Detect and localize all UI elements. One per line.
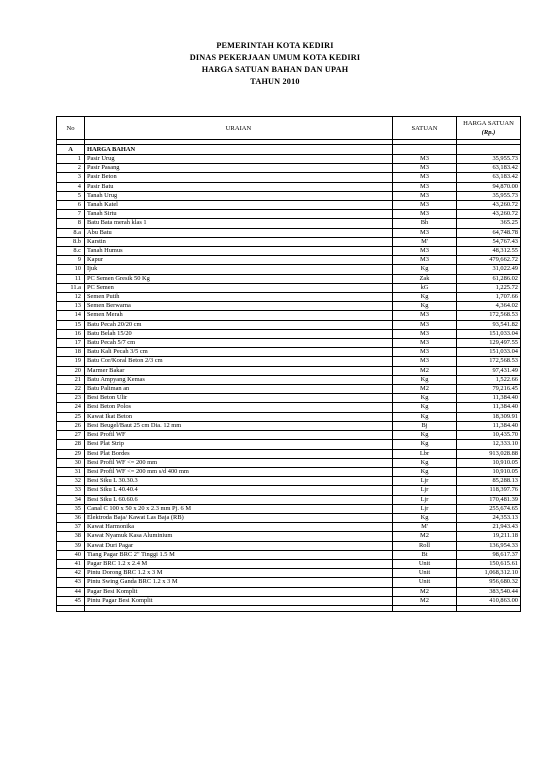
- table-row: [57, 182, 521, 191]
- row-uraian: PC Semen: [85, 283, 393, 292]
- row-uraian: Besi Beton Ulir: [85, 394, 393, 403]
- table-row: [57, 155, 521, 164]
- row-no: 35: [57, 504, 85, 513]
- table-row: [57, 164, 521, 173]
- row-satuan: Kg: [393, 302, 457, 311]
- table-row: [57, 532, 521, 541]
- row-no: 5: [57, 191, 85, 200]
- row-no: 45: [57, 596, 85, 605]
- table-row: [57, 440, 521, 449]
- row-uraian: Besi Beugel/Baut 25 cm Dia. 12 mm: [85, 421, 393, 430]
- row-harga: 21,943.43: [457, 523, 521, 532]
- row-harga: 43,260.72: [457, 201, 521, 210]
- row-uraian: Abu Batu: [85, 228, 393, 237]
- row-no: 31: [57, 467, 85, 476]
- row-satuan: Lbr: [393, 449, 457, 458]
- row-no: 9: [57, 256, 85, 265]
- row-satuan: M': [393, 237, 457, 246]
- row-no: 41: [57, 559, 85, 568]
- row-satuan: Kg: [393, 265, 457, 274]
- row-no: 11: [57, 274, 85, 283]
- table-row: [57, 219, 521, 228]
- row-harga: 24,353.13: [457, 513, 521, 522]
- row-harga: 48,312.55: [457, 247, 521, 256]
- row-satuan: Kg: [393, 412, 457, 421]
- row-no: 29: [57, 449, 85, 458]
- table-row: [57, 375, 521, 384]
- row-no: 23: [57, 394, 85, 403]
- row-satuan: M3: [393, 155, 457, 164]
- table-row: [57, 191, 521, 200]
- row-no: 36: [57, 513, 85, 522]
- row-uraian: Kawat Ikat Beton: [85, 412, 393, 421]
- row-harga: 10,910.05: [457, 458, 521, 467]
- row-uraian: Pagar BRC 1.2 x 2.4 M: [85, 559, 393, 568]
- row-uraian: Semen Merah: [85, 311, 393, 320]
- row-uraian: Pasir Batu: [85, 182, 393, 191]
- row-satuan: M3: [393, 201, 457, 210]
- row-harga: 956,680.32: [457, 578, 521, 587]
- row-no: 42: [57, 569, 85, 578]
- row-uraian: Batu Ampyang Kemas: [85, 375, 393, 384]
- row-no: 3: [57, 173, 85, 182]
- row-no: 20: [57, 366, 85, 375]
- row-harga: 151,033.04: [457, 329, 521, 338]
- row-harga: 10,910.05: [457, 467, 521, 476]
- table-row: [57, 569, 521, 578]
- header-line-4: TAHUN 2010: [250, 77, 300, 86]
- row-harga: 11,384.40: [457, 403, 521, 412]
- row-uraian: Batu Belah 15/20: [85, 329, 393, 338]
- row-harga: 79,216.45: [457, 385, 521, 394]
- table-header-row: [57, 117, 521, 140]
- row-satuan: M2: [393, 587, 457, 596]
- row-no: 13: [57, 302, 85, 311]
- table-row: [57, 302, 521, 311]
- row-satuan: Bh: [393, 219, 457, 228]
- row-satuan: Bj: [393, 421, 457, 430]
- table-row: [57, 495, 521, 504]
- table-row: [57, 348, 521, 357]
- table-row: [57, 339, 521, 348]
- row-uraian: Pagar Besi Komplit: [85, 587, 393, 596]
- row-no: 11.a: [57, 283, 85, 292]
- table-row: [57, 256, 521, 265]
- row-uraian: Besi Profil WF <= 200 mm s/d 400 mm: [85, 467, 393, 476]
- table-row: [57, 431, 521, 440]
- row-no: 17: [57, 339, 85, 348]
- row-uraian: Tanah Katel: [85, 201, 393, 210]
- row-uraian: Batu Paliman an: [85, 385, 393, 394]
- row-satuan: M3: [393, 164, 457, 173]
- row-satuan: Kg: [393, 394, 457, 403]
- col-header-uraian: URAIAN: [85, 117, 393, 140]
- row-satuan: M3: [393, 311, 457, 320]
- row-satuan: Kg: [393, 431, 457, 440]
- row-no: 6: [57, 201, 85, 210]
- table-row: [57, 587, 521, 596]
- row-harga: 43,260.72: [457, 210, 521, 219]
- table-row: [57, 596, 521, 605]
- row-satuan: Kg: [393, 403, 457, 412]
- row-no: 22: [57, 385, 85, 394]
- row-uraian: Besi Plat Strip: [85, 440, 393, 449]
- table-row: [57, 513, 521, 522]
- table-row: [57, 578, 521, 587]
- row-harga: 35,955.73: [457, 191, 521, 200]
- row-harga: 118,397.76: [457, 486, 521, 495]
- header-line-1: PEMERINTAH KOTA KEDIRI: [216, 41, 334, 50]
- row-harga: 172,568.53: [457, 357, 521, 366]
- row-harga: 479,662.72: [457, 256, 521, 265]
- table-row: [57, 421, 521, 430]
- row-uraian: Ijuk: [85, 265, 393, 274]
- row-uraian: Besi Profil WF <= 200 mm: [85, 458, 393, 467]
- row-uraian: Pintu Dorong BRC 1.2 x 3 M: [85, 569, 393, 578]
- col-header-harga-label: HARGA SATUAN: [463, 120, 514, 127]
- row-satuan: M3: [393, 247, 457, 256]
- row-satuan: Unit: [393, 569, 457, 578]
- table-bottom-row: [57, 605, 521, 611]
- row-uraian: Batu Kali Pecah 3/5 cm: [85, 348, 393, 357]
- row-satuan: M2: [393, 385, 457, 394]
- header-line-3: HARGA SATUAN BAHAN DAN UPAH: [201, 65, 349, 74]
- row-no: 7: [57, 210, 85, 219]
- section-row: [57, 145, 521, 155]
- row-harga: 913,028.88: [457, 449, 521, 458]
- price-table: [56, 116, 521, 612]
- table-row: [57, 320, 521, 329]
- section-code: A: [57, 145, 85, 155]
- row-satuan: Zak: [393, 274, 457, 283]
- table-row: [57, 210, 521, 219]
- row-no: 39: [57, 541, 85, 550]
- row-uraian: Marmer Bakar: [85, 366, 393, 375]
- row-uraian: Batu Cor/Koral Beton 2/3 cm: [85, 357, 393, 366]
- row-no: 38: [57, 532, 85, 541]
- row-harga: 54,767.43: [457, 237, 521, 246]
- row-no: 34: [57, 495, 85, 504]
- row-harga: 18,309.91: [457, 412, 521, 421]
- row-satuan: M3: [393, 210, 457, 219]
- row-satuan: Kg: [393, 375, 457, 384]
- table-row: [57, 357, 521, 366]
- row-satuan: M3: [393, 173, 457, 182]
- table-row: [57, 412, 521, 421]
- table-row: [57, 366, 521, 375]
- row-harga: 170,481.39: [457, 495, 521, 504]
- row-no: 27: [57, 431, 85, 440]
- row-no: 33: [57, 486, 85, 495]
- row-harga: 93,541.82: [457, 320, 521, 329]
- table-row: [57, 559, 521, 568]
- row-uraian: Besi Siku L 40.40.4: [85, 486, 393, 495]
- row-harga: 98,617.37: [457, 550, 521, 559]
- col-header-harga: [457, 117, 521, 140]
- row-uraian: Pintu Pagar Besi Komplit: [85, 596, 393, 605]
- table-row: [57, 449, 521, 458]
- row-no: 24: [57, 403, 85, 412]
- row-satuan: Ljr: [393, 504, 457, 513]
- row-harga: 4,364.02: [457, 302, 521, 311]
- row-uraian: Canal C 100 x 50 x 20 x 2.3 mm Pj. 6 M: [85, 504, 393, 513]
- table-row: [57, 385, 521, 394]
- row-harga: 1,225.72: [457, 283, 521, 292]
- row-uraian: Kawat Nyamuk Kasa Aluminium: [85, 532, 393, 541]
- row-no: 1: [57, 155, 85, 164]
- row-harga: 1,068,312.10: [457, 569, 521, 578]
- row-uraian: Besi Beton Polos: [85, 403, 393, 412]
- table-row: [57, 247, 521, 256]
- row-satuan: M2: [393, 532, 457, 541]
- row-no: 32: [57, 477, 85, 486]
- col-header-satuan: SATUAN: [393, 117, 457, 140]
- row-no: 40: [57, 550, 85, 559]
- row-no: 28: [57, 440, 85, 449]
- row-harga: 19,211.18: [457, 532, 521, 541]
- section-title: HARGA BAHAN: [85, 145, 393, 155]
- table-row: [57, 329, 521, 338]
- table-body: [57, 140, 521, 612]
- row-uraian: Kapur: [85, 256, 393, 265]
- row-satuan: M2: [393, 596, 457, 605]
- row-satuan: Kg: [393, 293, 457, 302]
- row-satuan: M3: [393, 182, 457, 191]
- row-no: 8.b: [57, 237, 85, 246]
- row-no: 8: [57, 219, 85, 228]
- table-row: [57, 477, 521, 486]
- table-row: [57, 467, 521, 476]
- table-row: [57, 311, 521, 320]
- row-no: 18: [57, 348, 85, 357]
- row-harga: 11,384.40: [457, 394, 521, 403]
- row-satuan: Kg: [393, 440, 457, 449]
- table-row: [57, 293, 521, 302]
- row-satuan: M3: [393, 357, 457, 366]
- row-harga: 31,022.49: [457, 265, 521, 274]
- document-header: [0, 40, 550, 88]
- row-no: 26: [57, 421, 85, 430]
- row-no: 37: [57, 523, 85, 532]
- row-no: 25: [57, 412, 85, 421]
- row-satuan: M3: [393, 339, 457, 348]
- row-satuan: Roll: [393, 541, 457, 550]
- row-harga: 383,540.44: [457, 587, 521, 596]
- row-harga: 85,288.13: [457, 477, 521, 486]
- table-row: [57, 173, 521, 182]
- row-harga: 129,497.55: [457, 339, 521, 348]
- row-uraian: Batu Pecah 5/7 cm: [85, 339, 393, 348]
- row-no: 16: [57, 329, 85, 338]
- row-uraian: Besi Siku L 60.60.6: [85, 495, 393, 504]
- row-no: 15: [57, 320, 85, 329]
- row-uraian: Pasir Pasang: [85, 164, 393, 173]
- row-no: 14: [57, 311, 85, 320]
- row-harga: 10,435.70: [457, 431, 521, 440]
- row-no: 8.a: [57, 228, 85, 237]
- row-uraian: Pasir Beton: [85, 173, 393, 182]
- row-satuan: Kg: [393, 513, 457, 522]
- row-harga: 12,333.10: [457, 440, 521, 449]
- row-no: 12: [57, 293, 85, 302]
- row-uraian: Besi Plat Bordes: [85, 449, 393, 458]
- row-uraian: Tiang Pagar BRC 2" Tinggi 1.5 M: [85, 550, 393, 559]
- table-row: [57, 550, 521, 559]
- row-harga: 64,748.78: [457, 228, 521, 237]
- row-satuan: M3: [393, 191, 457, 200]
- row-satuan: Kg: [393, 458, 457, 467]
- row-harga: 150,615.61: [457, 559, 521, 568]
- row-uraian: Kawat Duri Pagar: [85, 541, 393, 550]
- table-row: [57, 265, 521, 274]
- row-harga: 136,954.33: [457, 541, 521, 550]
- col-header-harga-unit: (Rp.): [481, 129, 496, 136]
- row-no: 44: [57, 587, 85, 596]
- row-satuan: Unit: [393, 559, 457, 568]
- row-satuan: Kg: [393, 467, 457, 476]
- row-harga: 94,870.00: [457, 182, 521, 191]
- row-uraian: PC Semen Gresik 50 Kg: [85, 274, 393, 283]
- row-no: 43: [57, 578, 85, 587]
- row-uraian: Semen Putih: [85, 293, 393, 302]
- row-uraian: Kawat Harmonika: [85, 523, 393, 532]
- row-uraian: Tanah Humus: [85, 247, 393, 256]
- row-uraian: Besi Siku L 30.30.3: [85, 477, 393, 486]
- row-harga: 151,033.04: [457, 348, 521, 357]
- row-harga: 11,384.40: [457, 421, 521, 430]
- table-row: [57, 283, 521, 292]
- table-row: [57, 201, 521, 210]
- header-line-2: DINAS PEKERJAAN UMUM KOTA KEDIRI: [189, 53, 361, 62]
- row-satuan: M3: [393, 228, 457, 237]
- row-harga: 1,522.66: [457, 375, 521, 384]
- row-uraian: Elektroda Baja/ Kawat Las Baja (RB): [85, 513, 393, 522]
- row-satuan: Ljr: [393, 495, 457, 504]
- table-row: [57, 403, 521, 412]
- table-row: [57, 237, 521, 246]
- row-no: 2: [57, 164, 85, 173]
- row-uraian: Tanah Sirtu: [85, 210, 393, 219]
- row-uraian: Besi Profil WF: [85, 431, 393, 440]
- row-harga: 97,431.49: [457, 366, 521, 375]
- table-row: [57, 458, 521, 467]
- row-uraian: Pasir Urug: [85, 155, 393, 164]
- table-row: [57, 541, 521, 550]
- row-harga: 61,286.02: [457, 274, 521, 283]
- row-no: 8.c: [57, 247, 85, 256]
- row-harga: 172,568.53: [457, 311, 521, 320]
- row-satuan: M3: [393, 348, 457, 357]
- row-satuan: M3: [393, 256, 457, 265]
- row-satuan: kG: [393, 283, 457, 292]
- row-harga: 63,183.42: [457, 164, 521, 173]
- row-no: 30: [57, 458, 85, 467]
- row-uraian: Semen Berwarna: [85, 302, 393, 311]
- row-harga: 63,183.42: [457, 173, 521, 182]
- row-uraian: Pintu Swing Ganda BRC 1.2 x 3 M: [85, 578, 393, 587]
- row-harga: 255,674.65: [457, 504, 521, 513]
- table-row: [57, 504, 521, 513]
- row-satuan: M3: [393, 329, 457, 338]
- row-satuan: M2: [393, 366, 457, 375]
- row-harga: 35,955.73: [457, 155, 521, 164]
- row-uraian: Karstin: [85, 237, 393, 246]
- col-header-no: No: [57, 117, 85, 140]
- row-satuan: Bt: [393, 550, 457, 559]
- table-row: [57, 523, 521, 532]
- table-row: [57, 394, 521, 403]
- row-no: 10: [57, 265, 85, 274]
- row-satuan: M3: [393, 320, 457, 329]
- row-harga: 365.25: [457, 219, 521, 228]
- row-harga: 410,863.00: [457, 596, 521, 605]
- row-satuan: Unit: [393, 578, 457, 587]
- row-no: 4: [57, 182, 85, 191]
- row-no: 21: [57, 375, 85, 384]
- table-row: [57, 228, 521, 237]
- row-uraian: Batu Pecah 20/20 cm: [85, 320, 393, 329]
- row-satuan: Ljr: [393, 477, 457, 486]
- row-harga: 1,707.66: [457, 293, 521, 302]
- row-satuan: M': [393, 523, 457, 532]
- table-row: [57, 486, 521, 495]
- row-uraian: Batu Bata merah klas 1: [85, 219, 393, 228]
- row-uraian: Tanah Urug: [85, 191, 393, 200]
- row-satuan: Ljr: [393, 486, 457, 495]
- row-no: 19: [57, 357, 85, 366]
- table-row: [57, 274, 521, 283]
